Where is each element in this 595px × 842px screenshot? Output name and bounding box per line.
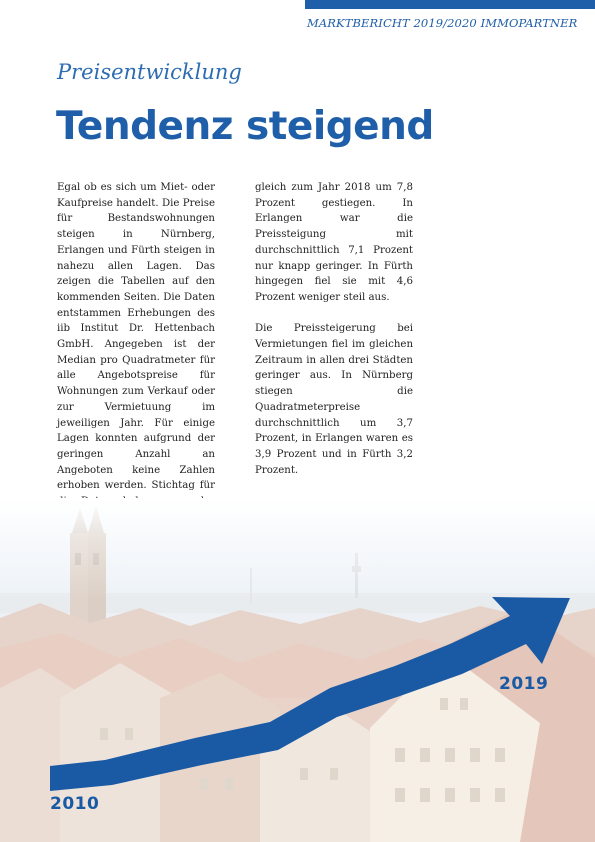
paragraph: Die Preissteigerung bei Vermietungen fiel im gleichen Zeitraum in allen drei Städten geringer aus. In Nürnberg stiegen die Quadratmeterpreise durchschnittlich um 3,7 Prozent, in Erlangen waren es 3,9 Prozent und in Fürth 3,2 Prozent. <box>255 323 413 476</box>
paragraph: gleich zum Jahr 2018 um 7,8 Prozent gestiegen. In Erlangen war die Preissteigung mit durchschnittlich 7,1 Prozent nur knapp geringer. In Fürth hingegen fiel sie mit 4,6 Prozent weniger steil aus. <box>255 182 413 303</box>
section-kicker: Preisentwicklung <box>57 60 242 84</box>
year-start-label: 2010 <box>50 794 100 814</box>
page-title: Tendenz steigend <box>56 104 434 149</box>
city-photo <box>0 498 595 842</box>
text-column-right <box>255 180 413 494</box>
city-skyline-image <box>0 498 595 842</box>
running-header: MARKTBERICHT 2019/2020 IMMOPARTNER <box>307 16 578 30</box>
year-end-label: 2019 <box>499 674 549 694</box>
paragraph: Egal ob es sich um Miet- oder Kaufpreise handelt. Die Preise für Bestandswohnungen steigen in Nürnberg, Erlangen und Fürth steigen in nahezu allen Lagen. Das zeigen die Tabellen auf den kommenden Seiten. Die Daten entstammen Erhebungen des iib Institut Dr. Hettenbach GmbH. Angegeben ist der Median pro Quadratmeter für alle Angebotspreise für Wohnungen zum Verkauf oder zur Vermietuung im jeweiligen Jahr. Für einige Lagen konnten aufgrund der geringen Anzahl an Angeboten keine Zahlen erhoben werden. Stichtag für <box>57 182 215 492</box>
